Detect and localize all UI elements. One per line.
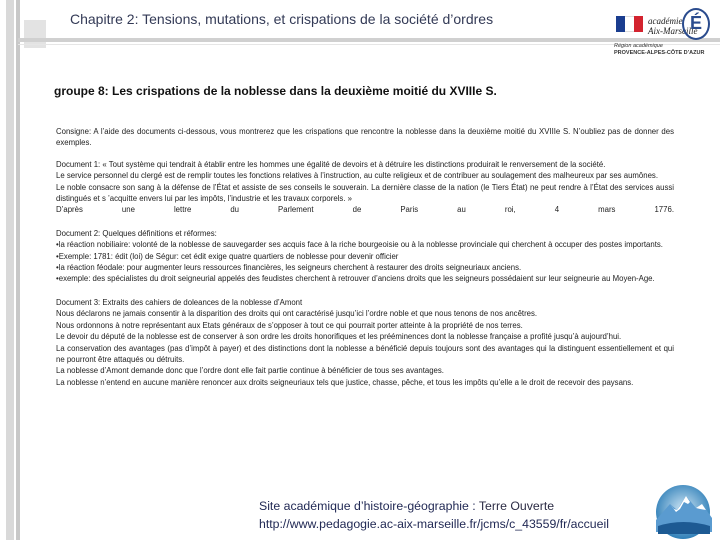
- consigne-text: Consigne: A l’aide des documents ci-dessous, vous montrerez que les crispations que rencontre la noblesse dans la deuxième moitié du XVIIIe S. N’oubliez pas de donner des exemples.: [56, 127, 674, 148]
- doc3-paragraph: Nous ordonnons à notre représentant aux Etats généraux de s’opposer à tout ce qui pourrait porter atteinte à la propriété de nos terres.: [56, 320, 523, 330]
- doc2-item: •la réaction nobiliaire: volonté de la noblesse de sauvegarder ses acquis face à la riche bourgeoisie ou à la noblesse provinciale qui cherchent à occuper des postes importants.: [56, 240, 663, 250]
- doc3-title: Document 3: Extraits des cahiers de doleances de la noblesse d’Amont: [56, 297, 303, 307]
- doc3-paragraph: Nous déclarons ne jamais consentir à la disparition des droits qui ont caractérisé jusqu’ici l’ordre noble et que nous tenons de nos ancêtres.: [56, 309, 538, 319]
- left-decorative-bar: [6, 0, 14, 540]
- left-decorative-bar-inner: [16, 0, 20, 540]
- document-body: [56, 126, 674, 388]
- mountain-logo-icon: [650, 482, 716, 540]
- doc2-item: •la réaction féodale: pour augmenter leurs ressources financières, les seigneurs cherchent à restaurer des droits seigneuriaux anciens.: [56, 263, 522, 273]
- academie-logo: [612, 4, 712, 54]
- footer: [259, 497, 609, 533]
- footer-site-line: Site académique d’histoire-géographie : Terre Ouverte: [259, 499, 555, 513]
- logo-academie-text: académie Aix-Marseille: [648, 16, 698, 36]
- logo-region-text: Région académique PROVENCE-ALPES-CÔTE D’AZUR: [614, 43, 705, 56]
- doc3-paragraph: La conservation des avantages (pas d’impôt à payer) et des distinctions dont la noblesse a bénéficié depuis toujours sont des avantages qui la distinguent essentiellement et qui ne pourront être attaqués ou détruits.: [56, 343, 674, 364]
- slide-title: Chapitre 2: Tensions, mutations, et crispations de la société d’ordres: [70, 11, 494, 27]
- french-flag-icon: [616, 16, 643, 32]
- doc1-signature: D’après une lettre du Parlement de Paris au roi, 4 mars 1776.: [56, 205, 674, 215]
- doc3-paragraph: Le devoir du député de la noblesse est de conserver à son ordre les droits honorifiques et les prééminences dont la noblesse française a profité jusqu’à aujourd’hui.: [56, 332, 622, 342]
- logo-e-letter: É: [682, 8, 710, 40]
- doc2-title: Document 2: Quelques définitions et réformes:: [56, 228, 217, 238]
- doc2-item: •Exemple: 1781: édit (loi) de Ségur: cet édit exige quatre quartiers de noblesse pour devenir officier: [56, 251, 399, 261]
- group-title: groupe 8: Les crispations de la noblesse dans la deuxième moitié du XVIIIe S.: [54, 84, 497, 98]
- doc1-line1: Document 1: « Tout système qui tendrait à établir entre les hommes une égalité de devoirs et à détruire les distinctions produirait le renversement de la société.: [56, 159, 606, 169]
- footer-url[interactable]: http://www.pedagogie.ac-aix-marseille.fr/jcms/c_43559/fr/accueil: [259, 517, 609, 531]
- doc3-paragraph: La noblesse n’entend en aucune manière renoncer aux droits seigneuriaux tels que justice, chasse, pêche, et tous les impôts qu’elle a le droit de recevoir des paysans.: [56, 377, 634, 387]
- footer-site-name: Terre Ouverte: [478, 499, 555, 513]
- doc2-item: •exemple: des spécialistes du droit seigneurial appelés des feudistes cherchent à retrouver d’anciens droits que les seigneurs possédaient sur leur seigneurie au Moyen-Age.: [56, 274, 655, 284]
- doc3-paragraph: La noblesse d’Amont demande donc que l’ordre dont elle fait partie continue à bénéficier de tous ses avantages.: [56, 366, 444, 376]
- doc1-line3: Le noble consacre son sang à la défense de l’État et assiste de ses conseils le souverain. La dernière classe de la nation (le Tiers État) ne peut rendre à l’État des services aussi distingués et s ’acquitte envers lui par les impôts, l’industrie et les travaux corporels. »: [56, 182, 674, 204]
- doc1-line2: Le service personnel du clergé est de remplir toutes les fonctions relatives à l’instruction, au culte religieux et de contribuer au soulagement des malheureux par ses aumônes.: [56, 171, 658, 181]
